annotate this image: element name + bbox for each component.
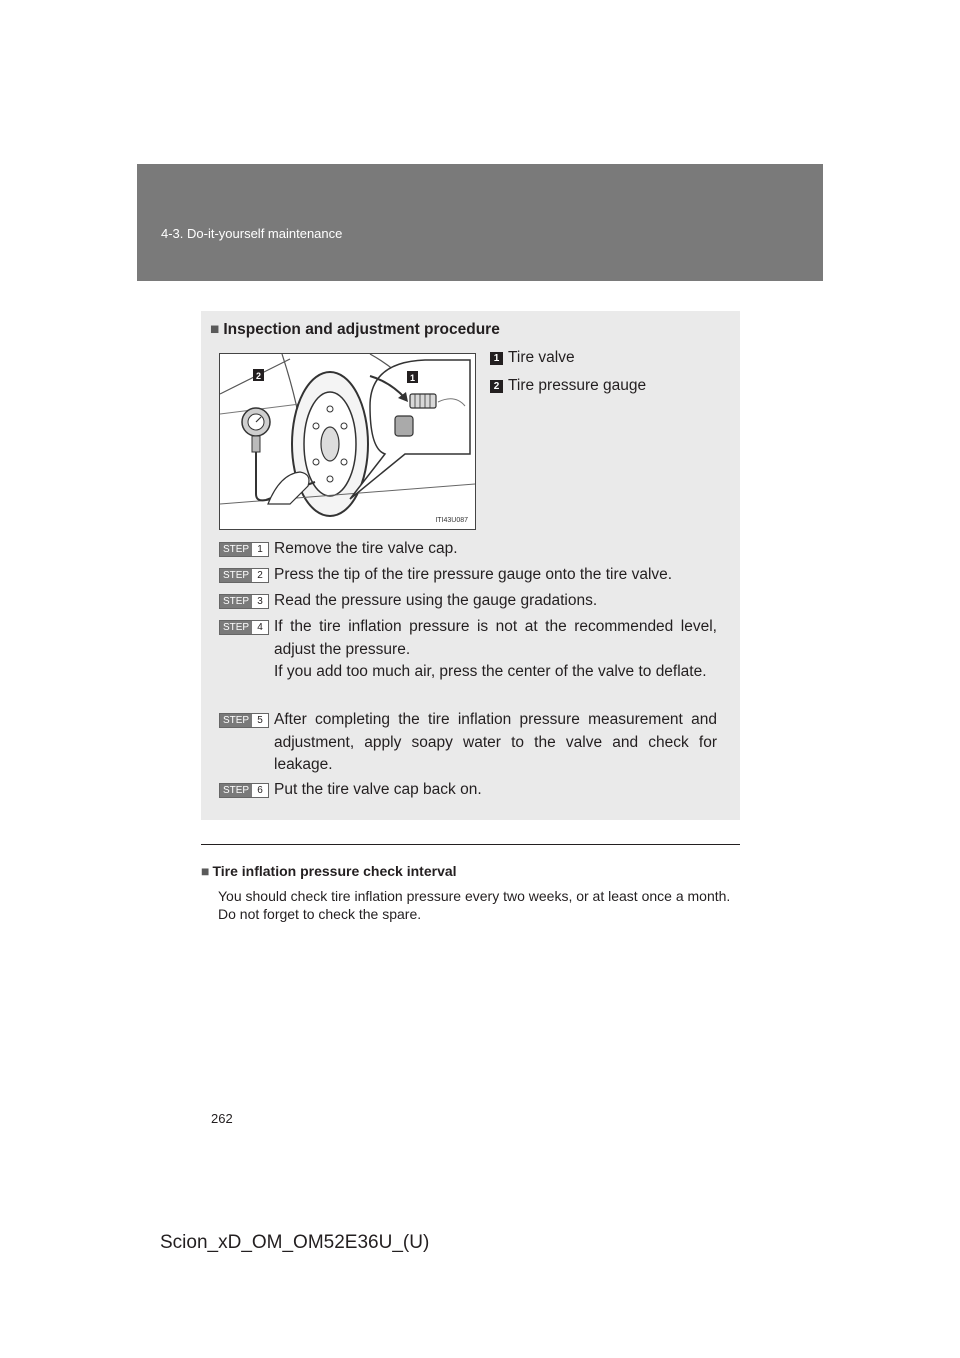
step-6-text: Put the tire valve cap back on. [274,781,482,798]
legend-label-2: Tire pressure gauge [508,377,647,394]
note-body [218,888,736,923]
tire-valve-illustration [219,353,476,530]
document-code: Scion_xD_OM_OM52E36U_(U) [160,1232,430,1253]
header-band [137,164,823,281]
step-2-text: Press the tip of the tire pressure gauge onto the tire valve. [274,566,673,583]
step-badge-6: STEP 6 [219,783,269,798]
step-6 [219,779,717,802]
callout-2-label: 2 [255,371,262,381]
step-badge-2: STEP 2 [219,568,269,583]
wheel-hub [321,427,339,461]
heading-square-icon: ■ [210,321,220,338]
step-badge-3: STEP 3 [219,594,269,609]
step-4-text-b: If you add too much air, press the center of the valve to deflate. [274,663,707,680]
note-square-icon: ■ [201,863,210,879]
procedure-heading [210,321,500,339]
legend-item-tire-valve [490,349,575,367]
valve-cap [395,416,413,436]
legend-number-1: 1 [490,352,503,365]
section-divider [201,844,740,845]
gauge-handle [252,436,260,452]
step-badge-4: STEP 4 [219,620,269,635]
hand-shape [268,472,309,504]
valve-stem [410,394,436,408]
step-1 [219,538,717,561]
page-number: 262 [211,1111,233,1126]
section-title: 4-3. Do-it-yourself maintenance [161,226,343,241]
legend-item-tire-pressure-gauge [490,377,646,395]
note-heading-text: Tire inflation pressure check interval [212,863,457,879]
tire-illustration-svg [220,354,475,529]
callout-1-label: 1 [409,373,416,383]
note-heading [201,863,457,879]
figure-code: ITI43U087 [435,517,468,524]
step-2 [219,564,717,587]
step-5 [219,709,717,777]
step-4-text-a: If the tire inflation pressure is not at the recommended level, adjust the pressure. [274,618,717,658]
step-3-text: Read the pressure using the gauge gradations. [274,592,598,609]
note-line-2: Do not forget to check the spare. [218,905,422,922]
legend-number-2: 2 [490,380,503,393]
note-line-1: You should check tire inflation pressure every two weeks, or at least once a month. [218,888,731,904]
step-4 [219,616,717,684]
procedure-heading-text: Inspection and adjustment procedure [223,321,500,338]
step-badge-1: STEP 1 [219,542,269,557]
step-3 [219,590,717,613]
step-badge-5: STEP 5 [219,713,269,728]
legend-label-1: Tire valve [508,349,575,366]
step-5-text: After completing the tire inflation pressure measurement and adjustment, apply soapy water to the valve and check for leakage. [274,711,717,773]
step-1-text: Remove the tire valve cap. [274,540,458,557]
